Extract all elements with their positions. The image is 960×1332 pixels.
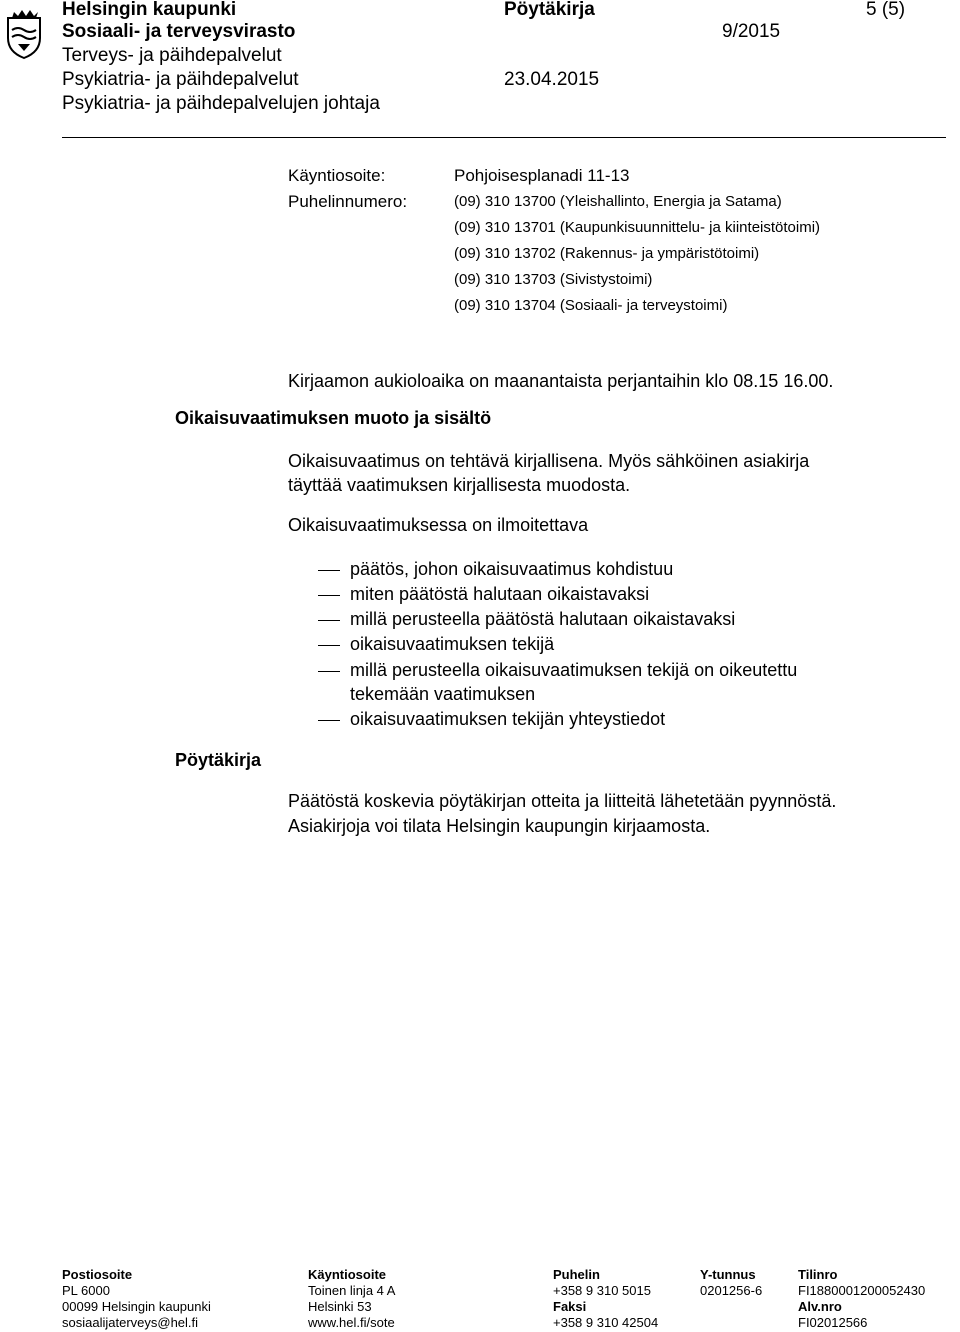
footer-visit-label: Käyntiosoite <box>308 1267 387 1282</box>
document-date: 23.04.2015 <box>504 69 600 90</box>
phone-label: Puhelinnumero: <box>288 192 408 211</box>
footer-fax-value: +358 9 310 42504 <box>553 1315 659 1330</box>
list-dash <box>318 620 340 621</box>
footer-postal-line: 00099 Helsingin kaupunki <box>62 1299 211 1314</box>
form-paragraph-line: Oikaisuvaatimus on tehtävä kirjallisena. Myös sähköinen asiakirja <box>288 451 810 471</box>
footer-account-label: Tilinro <box>798 1267 838 1282</box>
list-item: päätös, johon oikaisuvaatimus kohdistuu <box>350 559 674 579</box>
minutes-line: Päätöstä koskevia pöytäkirjan otteita ja liitteitä lähetetään pyynnöstä. <box>288 791 837 811</box>
form-paragraph-line: täyttää vaatimuksen kirjallisesta muodosta. <box>288 475 631 495</box>
visit-address-label: Käyntiosoite: <box>288 166 386 185</box>
phone-line: (09) 310 13703 (Sivistystoimi) <box>454 271 653 288</box>
footer-vat-label: Alv.nro <box>798 1299 842 1314</box>
list-dash <box>318 645 340 646</box>
footer-ytunnus-label: Y-tunnus <box>700 1267 756 1282</box>
list-dash <box>318 671 340 672</box>
agency-name: Sosiaali- ja terveysvirasto <box>62 21 296 42</box>
phone-line: (09) 310 13701 (Kaupunkisuunnittelu- ja kiinteistötoimi) <box>454 219 821 236</box>
footer-website: www.hel.fi/sote <box>308 1315 395 1330</box>
phone-line: (09) 310 13700 (Yleishallinto, Energia ja Satama) <box>454 193 782 210</box>
visit-address-value: Pohjoisesplanadi 11-13 <box>454 166 630 185</box>
section-heading-form: Oikaisuvaatimuksen muoto ja sisältö <box>175 408 492 428</box>
footer-account-value: FI1880001200052430 <box>798 1283 926 1298</box>
list-dash <box>318 570 340 571</box>
helsinki-crest-logo <box>2 4 46 60</box>
page-number: 5 (5) <box>866 0 906 20</box>
footer-phone-value: +358 9 310 5015 <box>553 1283 651 1298</box>
list-item: oikaisuvaatimuksen tekijä <box>350 634 555 654</box>
unit-name: Psykiatria- ja päihdepalvelut <box>62 69 299 90</box>
list-item: millä perusteella oikaisuvaatimuksen tekijä on oikeutettu <box>350 660 798 680</box>
list-dash <box>318 720 340 721</box>
footer-email: sosiaalijaterveys@hel.fi <box>62 1315 199 1330</box>
footer-postal-label: Postiosoite <box>62 1267 133 1282</box>
footer-visit-line: Helsinki 53 <box>308 1299 372 1314</box>
footer-ytunnus-value: 0201256-6 <box>700 1283 763 1298</box>
minutes-line: Asiakirjoja voi tilata Helsingin kaupungin kirjaamosta. <box>288 816 711 836</box>
subunit-name: Psykiatria- ja päihdepalvelujen johtaja <box>62 93 380 114</box>
phone-line: (09) 310 13704 (Sosiaali- ja terveystoimi) <box>454 297 728 314</box>
list-item-continuation: tekemään vaatimuksen <box>350 684 536 704</box>
footer-vat-value: FI02012566 <box>798 1315 868 1330</box>
footer-phone-label: Puhelin <box>553 1267 600 1282</box>
footer-fax-label: Faksi <box>553 1299 587 1314</box>
form-list-intro: Oikaisuvaatimuksessa on ilmoitettava <box>288 515 589 535</box>
list-item: miten päätöstä halutaan oikaistavaksi <box>350 584 650 604</box>
org-name: Helsingin kaupunki <box>62 0 237 20</box>
document-number: 9/2015 <box>722 21 781 42</box>
list-item: oikaisuvaatimuksen tekijän yhteystiedot <box>350 709 666 729</box>
list-item: millä perusteella päätöstä halutaan oikaistavaksi <box>350 609 736 629</box>
phone-line: (09) 310 13702 (Rakennus- ja ympäristötoimi) <box>454 245 760 262</box>
department-name: Terveys- ja päihdepalvelut <box>62 45 282 66</box>
header-divider <box>62 137 946 138</box>
list-dash <box>318 595 340 596</box>
office-hours: Kirjaamon aukioloaika on maanantaista perjantaihin klo 08.15 16.00. <box>288 371 834 391</box>
footer-postal-line: PL 6000 <box>62 1283 110 1298</box>
section-heading-minutes: Pöytäkirja <box>175 750 262 770</box>
footer-visit-line: Toinen linja 4 A <box>308 1283 396 1298</box>
document-type: Pöytäkirja <box>504 0 595 20</box>
